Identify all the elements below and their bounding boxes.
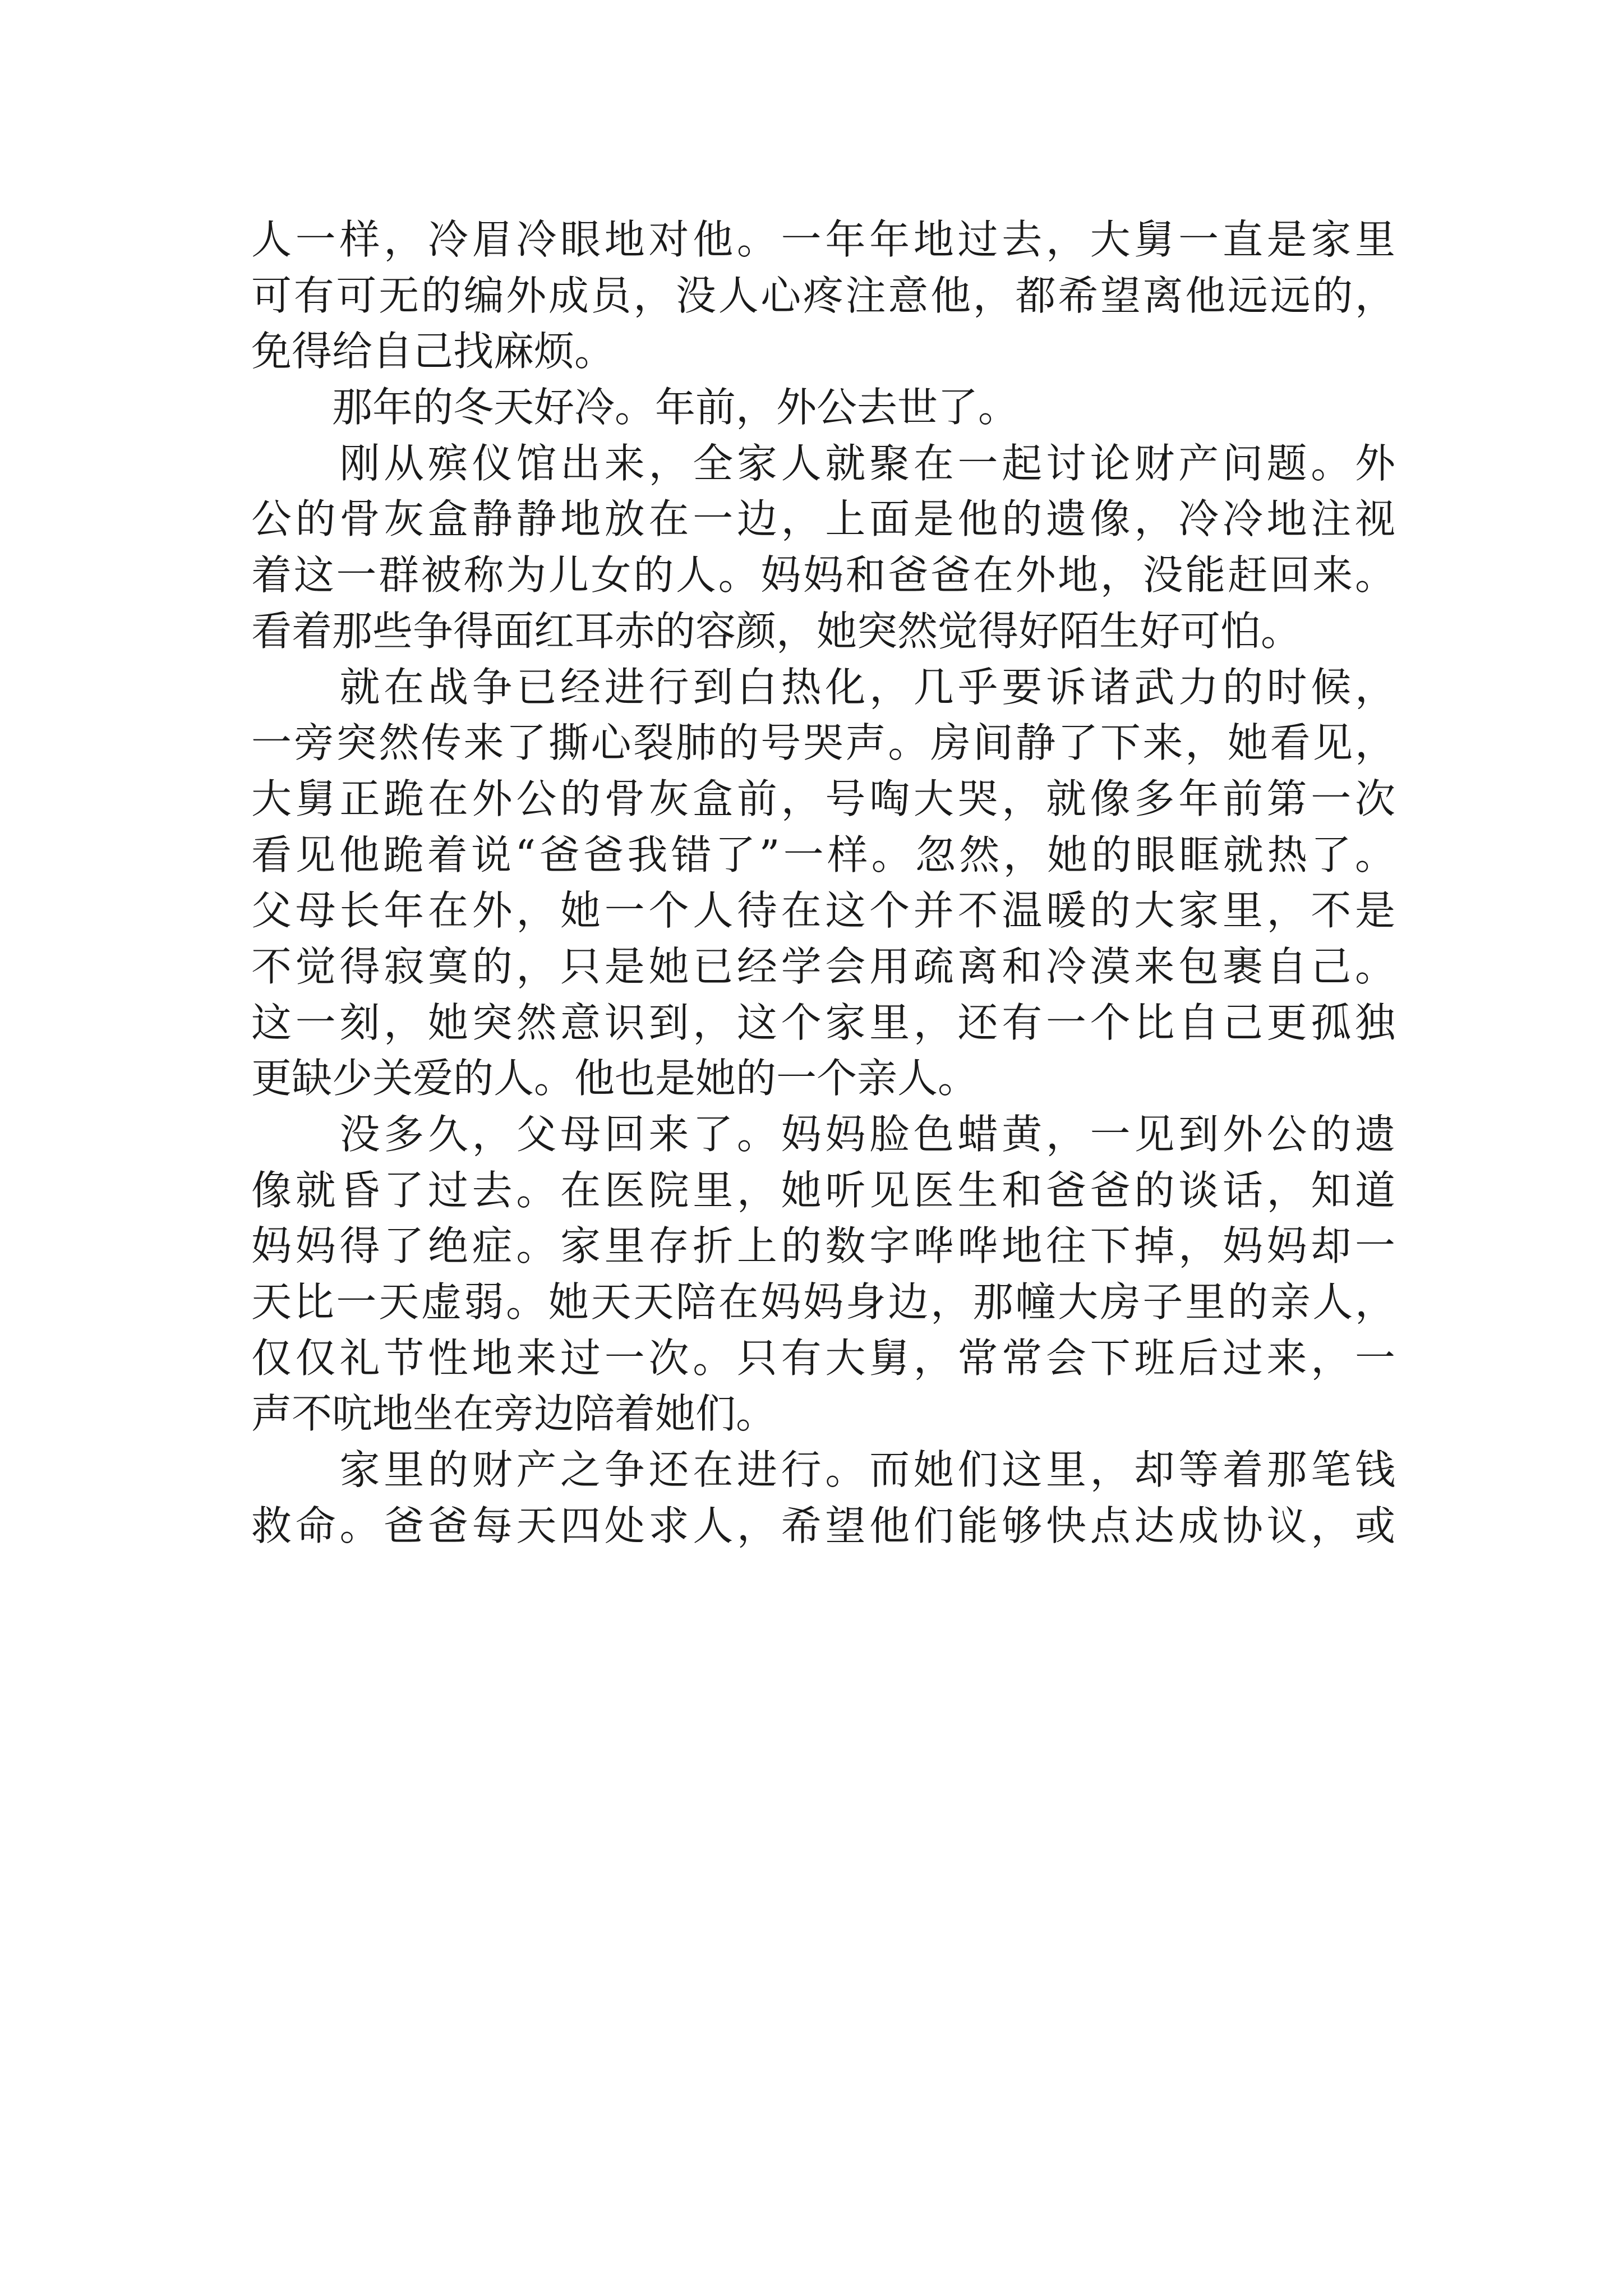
text-line: 可有可无的编外成员，没人心疼注意他，都希望离他远远的，	[251, 272, 1395, 319]
text-line: 那年的冬天好冷。年前，外公去世了。	[251, 384, 1019, 431]
text-line: 父母长年在外，她一个人待在这个并不温暖的大家里，不是	[251, 887, 1395, 935]
text-line: 刚从殡仪馆出来，全家人就聚在一起讨论财产问题。外	[251, 439, 1395, 487]
text-line: 大舅正跪在外公的骨灰盒前，号啕大哭，就像多年前第一次	[251, 775, 1395, 822]
text-line: 仅仅礼节性地来过一次。只有大舅，常常会下班后过来，一	[251, 1334, 1395, 1382]
text-line: 救命。爸爸每天四处求人，希望他们能够快点达成协议，或	[251, 1502, 1395, 1549]
text-line: 声不吭地坐在旁边陪着她们。	[251, 1390, 777, 1438]
text-line: 着这一群被称为儿女的人。妈妈和爸爸在外地，没能赶回来。	[251, 551, 1395, 599]
text-line: 就在战争已经进行到白热化，几乎要诉诸武力的时候，	[251, 663, 1395, 711]
text-line: 没多久，父母回来了。妈妈脸色蜡黄，一见到外公的遗	[251, 1111, 1395, 1158]
text-line: 人一样，冷眉冷眼地对他。一年年地过去，大舅一直是家里	[251, 216, 1395, 263]
text-line: 天比一天虚弱。她天天陪在妈妈身边，那幢大房子里的亲人，	[251, 1278, 1395, 1326]
body-text	[251, 212, 1395, 1554]
text-line: 像就昏了过去。在医院里，她听见医生和爸爸的谈话，知道	[251, 1166, 1395, 1214]
text-line: 更缺少关爱的人。他也是她的一个亲人。	[251, 1055, 979, 1102]
text-line: 免得给自己找麻烦。	[251, 328, 615, 375]
text-line: 公的骨灰盒静静地放在一边，上面是他的遗像，冷冷地注视	[251, 495, 1395, 543]
text-line: 不觉得寂寞的，只是她已经学会用疏离和冷漠来包裹自己。	[251, 942, 1395, 990]
text-line: 妈妈得了绝症。家里存折上的数字哗哗地往下掉，妈妈却一	[251, 1222, 1395, 1270]
text-line: 看见他跪着说“爸爸我错了”一样。忽然，她的眼眶就热了。	[251, 831, 1395, 878]
text-line: 一旁突然传来了撕心裂肺的号哭声。房间静了下来，她看见，	[251, 719, 1395, 767]
text-line: 看着那些争得面红耳赤的容颜，她突然觉得好陌生好可怕。	[251, 607, 1302, 655]
text-line: 家里的财产之争还在进行。而她们这里，却等着那笔钱	[251, 1446, 1395, 1494]
text-line: 这一刻，她突然意识到，这个家里，还有一个比自己更孤独	[251, 999, 1395, 1046]
